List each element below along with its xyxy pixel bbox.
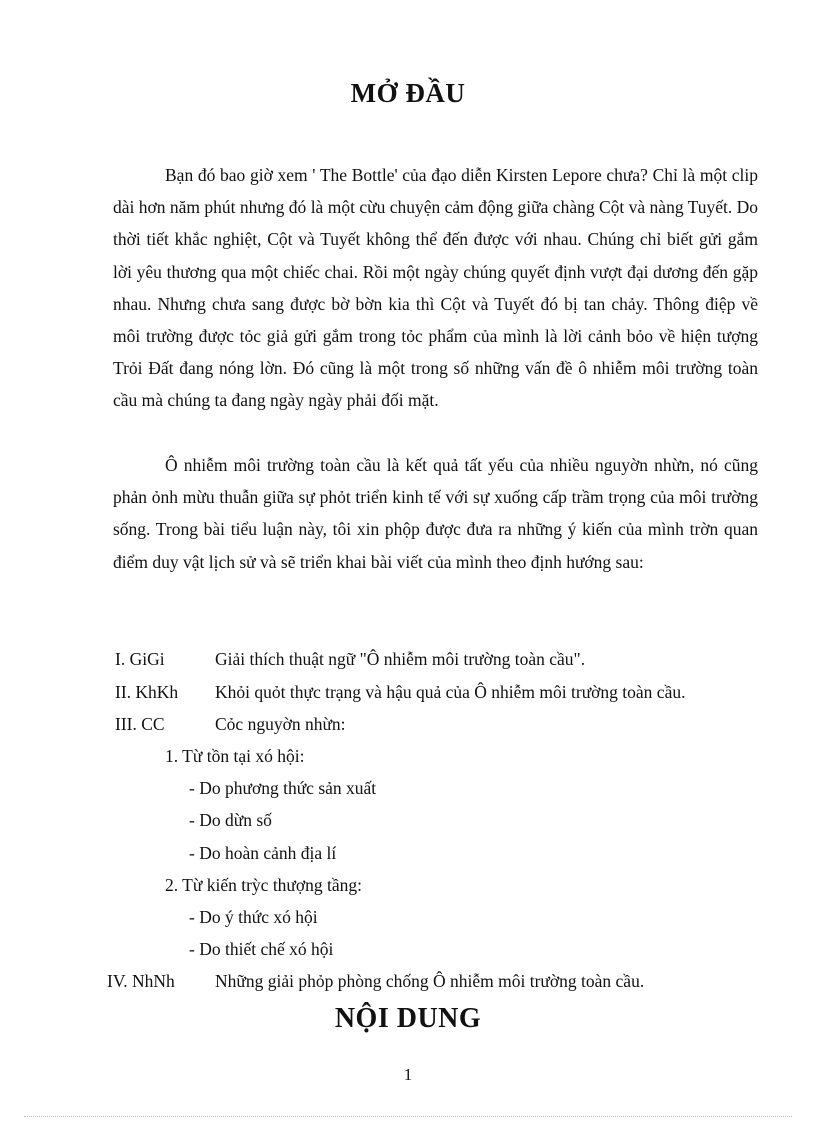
- outline-item-3-number: III. CC: [115, 714, 165, 734]
- outline-sub-1-item: - Do hoàn cảnh địa lí: [189, 843, 337, 863]
- page-number: 1: [403, 1065, 413, 1084]
- outline-item-2-text: Khỏi quỏt thực trạng và hậu quả của Ô nhiễm môi trường toàn cầu.: [215, 682, 686, 702]
- section-title-mo-dau: MỞ ĐẦU: [350, 78, 466, 108]
- section-title-noi-dung: NỘI DUNG: [334, 1003, 482, 1034]
- outline-item-4-text: Những giải phỏp phòng chống Ô nhiễm môi trường toàn cầu.: [215, 971, 645, 991]
- outline-sub-2: 2. Từ kiến trỳc thượng tầng:: [165, 875, 363, 895]
- outline-sub-2-item: - Do thiết chế xó hội: [189, 939, 334, 959]
- outline-item-3-text: Cỏc nguyờn nhừn:: [215, 714, 346, 734]
- outline-item-1-text: Giải thích thuật ngữ "Ô nhiễm môi trường toàn cầu".: [215, 649, 586, 669]
- intro-paragraph-1: Bạn đó bao giờ xem ' The Bottle' của đạo diễn Kirsten Lepore chưa? Chỉ là một clip dài hơn năm phút nhưng đó là một cừu chuyện cảm động giữa chàng Cột và nàng Tuyết. Do thời tiết khắc nghiệt, Cột và Tuyết không thể đến được với nhau. Chúng chỉ biết gửi gắm lời yêu thương qua một chiếc chai. Rồi một ngày chúng quyết định vượt đại dương đến gặp nhau. Nhưng chưa sang được bờ bờn kia thì Cột và Tuyết đó bị tan chảy. Thông điệp về môi trường được tỏc giả gửi gắm trong tỏc phẩm của mình là lời cảnh bỏo về hiện tượng Trỏi Đất đang nóng lờn. Đó cũng là một trong số những vấn đề ô nhiễm môi trường toàn cầu mà chúng ta đang ngày ngày phải đối mặt.: [113, 165, 758, 411]
- outline-sub-1-item: - Do phương thức sản xuất: [189, 778, 377, 798]
- outline-sub-2-item: - Do ý thức xó hội: [189, 907, 318, 927]
- outline-sub-1: 1. Từ tồn tại xó hội:: [165, 746, 305, 766]
- page-bottom-divider: [24, 1116, 792, 1117]
- outline-item-4-number: IV. NhNh: [107, 971, 175, 991]
- outline-item-1-number: I. GiGi: [115, 649, 165, 669]
- outline-sub-1-item: - Do dừn số: [189, 810, 272, 830]
- outline-item-2-number: II. KhKh: [115, 682, 179, 702]
- intro-paragraph-2: Ô nhiễm môi trường toàn cầu là kết quả tất yếu của nhiều nguyờn nhừn, nó cũng phản ỏnh mừu thuẫn giữa sự phỏt triển kinh tế với sự xuống cấp trầm trọng của môi trường sống. Trong bài tiểu luận này, tôi xin phộp được đưa ra những ý kiến của mình trờn quan điểm duy vật lịch sử và sẽ triển khai bài viết của mình theo định hướng sau:: [113, 455, 758, 572]
